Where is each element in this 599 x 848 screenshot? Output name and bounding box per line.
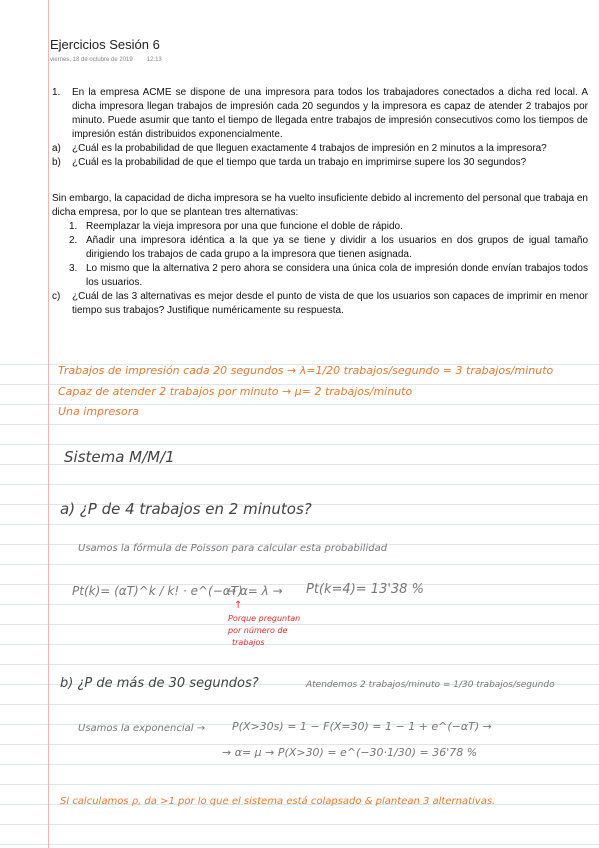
note-b-formula-2: → α= μ → P(X>30) = e^(−30·1/30) = 36'78 % <box>222 746 478 759</box>
question-b <box>52 156 588 170</box>
alternative-3-label: 3. <box>69 263 78 274</box>
page-title: Ejercicios Sesión 6 <box>50 37 160 52</box>
note-a-method: Usamos la fórmula de Poisson para calcular esta probabilidad <box>78 543 388 554</box>
alternatives-block <box>52 192 588 318</box>
note-a-reason-1: Porque preguntan <box>228 614 301 623</box>
note-service-rate: Capaz de atender 2 trabajos por minuto → μ= 2 trabajos/minuto <box>58 385 413 398</box>
alternative-3-text: Lo mismo que la alternativa 2 pero ahora se considera una única cola de impresión donde envían trabajos todos los usuarios. <box>86 263 588 288</box>
note-conclusion: Si calculamos ρ, da >1 por lo que el sistema está colapsado & plantean 3 alternativas. <box>60 796 496 807</box>
note-arrival-rate: Trabajos de impresión cada 20 segundos → λ=1/20 trabajos/segundo = 3 trabajos/minuto <box>58 364 554 377</box>
note-a-alpha: → α= λ → <box>226 584 283 598</box>
alternative-1 <box>69 220 588 234</box>
page-date <box>50 57 162 63</box>
note-b-heading: b) ¿P de más de 30 segundos? <box>60 676 259 691</box>
question-c <box>52 290 588 318</box>
note-a-reason-3: trabajos <box>232 638 265 647</box>
note-b-side: Atendemos 2 trabajos/minuto = 1/30 trabajos/segundo <box>306 680 555 690</box>
question-c-label: c) <box>52 291 61 302</box>
date-text: viernes, 18 de octubre de 2019 <box>50 57 133 63</box>
question-b-text: ¿Cuál es la probabilidad de que el tiempo que tarda un trabajo en imprimirse supere los 30 segundos? <box>72 157 527 168</box>
note-b-method: Usamos la exponencial → <box>78 723 206 734</box>
alternatives-list <box>69 220 588 290</box>
question-a <box>52 142 588 156</box>
statement-row <box>52 86 588 142</box>
note-system-type: Sistema M/M/1 <box>64 448 175 466</box>
note-a-result: Pt(k=4)= 13'38 % <box>306 582 424 597</box>
alternative-2 <box>69 234 588 262</box>
note-one-printer: Una impresora <box>58 405 140 418</box>
alternative-2-text: Añadir una impresora idéntica a la que ya se tiene y dividir a los usuarios en dos grupos de igual tamaño dirigiendo los trabajos de cada grupo a la impresora que tienen asignada. <box>86 235 588 260</box>
time-text: 12:13 <box>146 57 162 63</box>
note-b-formula-1: P(X>30s) = 1 − F(X=30) = 1 − 1 + e^(−αT) → <box>232 720 492 733</box>
exercise-block <box>52 86 588 170</box>
exercise-number: 1. <box>52 87 61 98</box>
note-a-heading: a) ¿P de 4 trabajos en 2 minutos? <box>60 500 312 518</box>
alternative-2-label: 2. <box>69 235 78 246</box>
intro-text: Sin embargo, la capacidad de dicha impresora se ha vuelto insuficiente debido al incremento del personal que trabaja en dicha empresa, por lo que se plantean tres alternativas: <box>52 193 588 218</box>
note-a-pointer: ↑ <box>234 600 243 611</box>
question-a-label: a) <box>52 143 61 154</box>
alternative-1-text: Reemplazar la vieja impresora por una que funcione el doble de rápido. <box>86 221 403 232</box>
alternative-1-label: 1. <box>69 221 78 232</box>
alternative-3 <box>69 262 588 290</box>
question-b-label: b) <box>52 157 61 168</box>
statement-text: En la empresa ACME se dispone de una impresora para todos los trabajadores conectados a dicha red local. A dicha impresora llegan trabajos de impresión cada 20 segundos y la impresora es capaz de atender 2 trabajos por minuto. Puede asumir que tanto el tiempo de llegada entre trabajos de impresión consecutivos como los tiempos de impresión están distribuidos exponencialmente. <box>72 87 588 140</box>
note-a-formula: Pt(k)= (αT)^k / k! · e^(−αT) <box>72 584 243 598</box>
question-c-text: ¿Cuál de las 3 alternativas es mejor desde el punto de vista de que los usuarios son capaces de imprimir en menor tiempo sus trabajos? Justifique numéricamente su respuesta. <box>72 291 588 316</box>
question-a-text: ¿Cuál es la probabilidad de que lleguen exactamente 4 trabajos de impresión en 2 minutos a la impresora? <box>72 143 547 154</box>
note-a-reason-2: por número de <box>228 626 288 635</box>
margin-line <box>48 0 49 848</box>
